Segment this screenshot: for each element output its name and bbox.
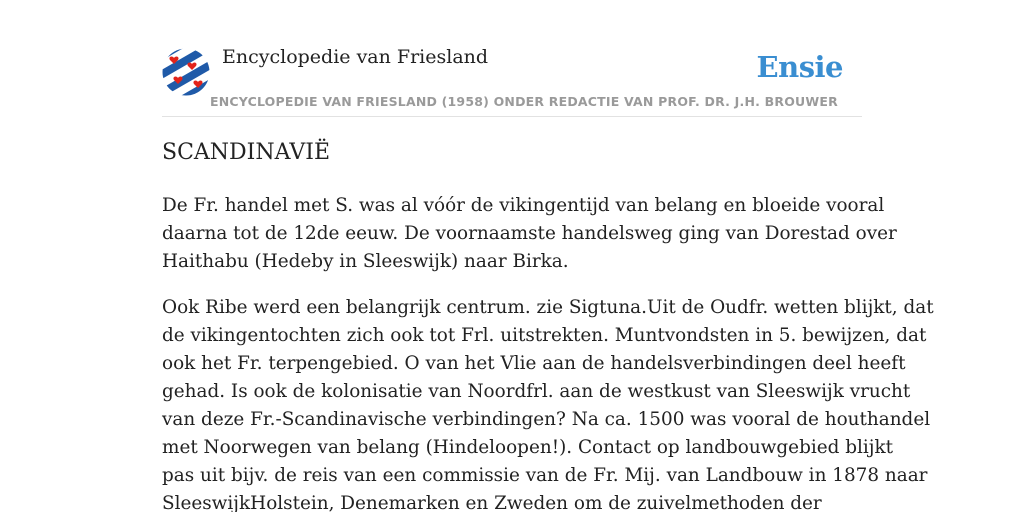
- text-line: SleeswijkHolstein, Denemarken en Zweden om de zuivelmethoden der: [162, 493, 822, 512]
- article-paragraph: [162, 294, 934, 512]
- article-title: SCANDINAVIË: [162, 140, 331, 165]
- text-line: De Fr. handel met S. was al vóór de vikingentijd van belang en bloeide vooral: [162, 195, 885, 216]
- text-line: Haithabu (Hedeby in Sleeswijk) naar Birka.: [162, 251, 569, 272]
- site-title[interactable]: Encyclopedie van Friesland: [222, 46, 489, 68]
- frisian-flag-logo-icon[interactable]: [162, 48, 210, 96]
- text-line: pas uit bijv. de reis van een commissie van de Fr. Mij. van Landbouw in 1878 naar: [162, 465, 928, 486]
- text-line: van deze Fr.-Scandinavische verbindingen? Na ca. 1500 was vooral de houthandel: [162, 409, 931, 430]
- text-line: de vikingentochten zich ook tot Frl. uitstrekten. Muntvondsten in 5. bewijzen, dat: [162, 325, 927, 346]
- text-line: met Noorwegen van belang (Hindeloopen!). Contact op landbouwgebied blijkt: [162, 437, 893, 458]
- brand-logo-text[interactable]: Ensie: [756, 50, 843, 84]
- site-header: [162, 44, 862, 117]
- text-line: ook het Fr. terpengebied. O van het Vlie aan de handelsverbindingen deel heeft: [162, 353, 906, 374]
- text-line: Ook Ribe werd een belangrijk centrum. zie Sigtuna.Uit de Oudfr. wetten blijkt, dat: [162, 297, 934, 318]
- text-line: daarna tot de 12de eeuw. De voornaamste handelsweg ging van Dorestad over: [162, 223, 897, 244]
- article-body: [162, 192, 934, 512]
- text-line: gehad. Is ook de kolonisatie van Noordfrl. aan de westkust van Sleeswijk vrucht: [162, 381, 911, 402]
- site-subtitle: ENCYCLOPEDIE VAN FRIESLAND (1958) ONDER REDACTIE VAN PROF. DR. J.H. BROUWER: [210, 94, 838, 109]
- article-paragraph: [162, 192, 897, 276]
